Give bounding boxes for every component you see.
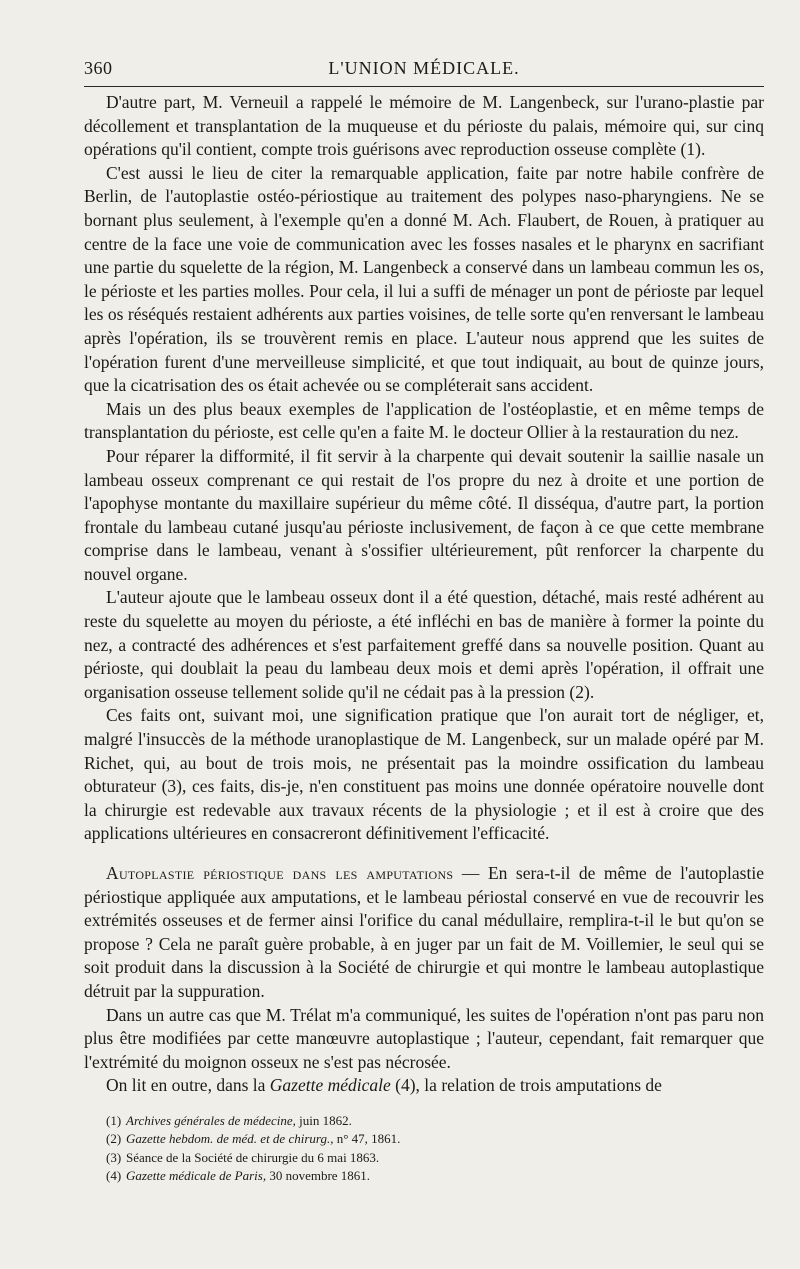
footnote xyxy=(84,1130,764,1148)
section-dash: — xyxy=(453,863,488,883)
footnote-number: (1) xyxy=(106,1112,122,1128)
footnote xyxy=(84,1112,764,1130)
section-heading: Autoplastie périostique dans les amputations xyxy=(106,863,454,883)
footnote-number: (2) xyxy=(106,1131,122,1147)
journal-title: Gazette médicale xyxy=(269,1075,391,1096)
footnote-detail: n° 47, 1861. xyxy=(333,1131,401,1147)
paragraph: D'autre part, M. Verneuil a rappelé le mémoire de M. Langenbeck, sur l'urano-plastie par décollement et transplantation de la muqueuse et du périoste du palais, mémoire qui, sur cinq opérations qu'il contient, compte trois guérisons avec reproduction osseuse complète (1). xyxy=(84,92,764,160)
footnote xyxy=(84,1167,764,1185)
footnotes xyxy=(84,1112,764,1185)
paragraph: Pour réparer la difformité, il fit servir à la charpente qui devait soutenir la saillie nasale un lambeau osseux comprenant ce qui restait de l'os propre du nez à droite et une portion de l'apophyse montante du maxillaire supérieur du même côté. Il disséqua, d'autre part, la portion frontale du lambeau cutané jusqu'au périoste inclusivement, de façon à ce que cette membrane comprise dans le lambeau, venant à s'ossifier ultérieurement, pût renforcer la charpente du nouvel organe. xyxy=(84,445,764,584)
section-paragraph xyxy=(84,862,764,1004)
page-header xyxy=(84,52,764,87)
running-title: L'UNION MÉDICALE. xyxy=(328,58,520,78)
paragraph: Mais un des plus beaux exemples de l'application de l'ostéoplastie, et en même temps de transplantation du périoste, est celle qu'en a faite M. le docteur Ollier à la restauration du nez. xyxy=(84,398,764,443)
footnote-detail: 30 novembre 1861. xyxy=(266,1167,371,1183)
text-run: On lit en outre, dans la xyxy=(106,1075,270,1096)
footnote-number: (4) xyxy=(106,1167,122,1183)
footnote-source: Archives générales de médecine, xyxy=(126,1112,296,1128)
page-number: 360 xyxy=(84,58,113,78)
footnote-detail: Séance de la Société de chirurgie du 6 mai 1863. xyxy=(126,1149,380,1165)
paragraph: Dans un autre cas que M. Trélat m'a communiqué, les suites de l'opération n'ont pas paru non plus être modifiées par cette manœuvre autoplastique ; l'auteur, cependant, fait remarquer que l'extrémité du moignon osseux ne s'est pas nécrosée. xyxy=(84,1004,764,1072)
footnote-source: Gazette hebdom. de méd. et de chirurg., xyxy=(126,1131,334,1147)
body-text xyxy=(84,91,764,1098)
footnote xyxy=(84,1149,764,1167)
text-run: (4), la relation de trois amputations de xyxy=(390,1075,662,1096)
paragraph xyxy=(84,1074,764,1098)
section-text: En sera-t-il de même de l'autoplastie périostique appliquée aux amputations, et le lambeau périostal conservé en vue de recouvrir les extrémités osseuses et de fermer ainsi l'orifice du canal médullaire, remplira-t-il le but qu'on se propose ? Cela ne paraît guère probable, à en juger par un fait de M. Voillemier, le seul qui se soit produit dans la discussion à la Société de chirurgie et qui montre le lambeau autoplastique détruit par la suppuration. xyxy=(84,863,764,1001)
paragraph: Ces faits ont, suivant moi, une signification pratique que l'on aurait tort de négliger, et, malgré l'insuccès de la méthode uranoplastique de M. Langenbeck, sur un malade opéré par M. Richet, qui, au bout de trois mois, ne présentait pas la moindre ossification du lambeau obturateur (3), ces faits, dis-je, n'en constituent pas moins une donnée opératoire nouvelle dont la chirurgie est redevable aux travaux récents de la physiologie ; et il est à croire que des applications ultérieures en consacreront définitivement l'efficacité. xyxy=(84,705,764,844)
footnote-detail: juin 1862. xyxy=(295,1112,352,1128)
paragraph: C'est aussi le lieu de citer la remarquable application, faite par notre habile confrère de Berlin, de l'autoplastie ostéo-périostique au traitement des polypes naso-pharyngiens. Ne se bornant plus seulement, à l'exemple qu'en a donné M. Ach. Flaubert, de Rouen, à pratiquer au centre de la face une voie de communication avec les fosses nasales et le pharynx en sacrifiant une partie du squelette de la région, M. Langenbeck a conservé dans un lambeau commun les os, le périoste et les parties molles. Pour cela, il lui a suffi de ménager un pont de périoste par lequel les os réséqués restaient adhérents aux parties voisines, de telle sorte qu'en renversant le lambeau après l'opération, ils se trouvèrent remis en place. L'auteur nous apprend que les suites de l'opération furent d'une merveilleuse simplicité, et que tout indiquait, au bout de quinze jours, que la cicatrisation des os était achevée ou se compléterait sans accident. xyxy=(84,162,764,396)
paragraph: L'auteur ajoute que le lambeau osseux dont il a été question, détaché, mais resté adhérent au reste du squelette au moyen du périoste, a été infléchi en bas de manière à former la pointe du nez, a contracté des adhérences et s'est parfaitement greffé dans sa nouvelle position. Quant au périoste, qui doublait la peau du lambeau deux mois et demi après l'opération, il offrait une organisation osseuse tellement solide qu'il ne cédait pas à la pression (2). xyxy=(84,587,764,702)
footnote-source: Gazette médicale de Paris, xyxy=(126,1167,267,1183)
footnote-number: (3) xyxy=(106,1149,122,1165)
